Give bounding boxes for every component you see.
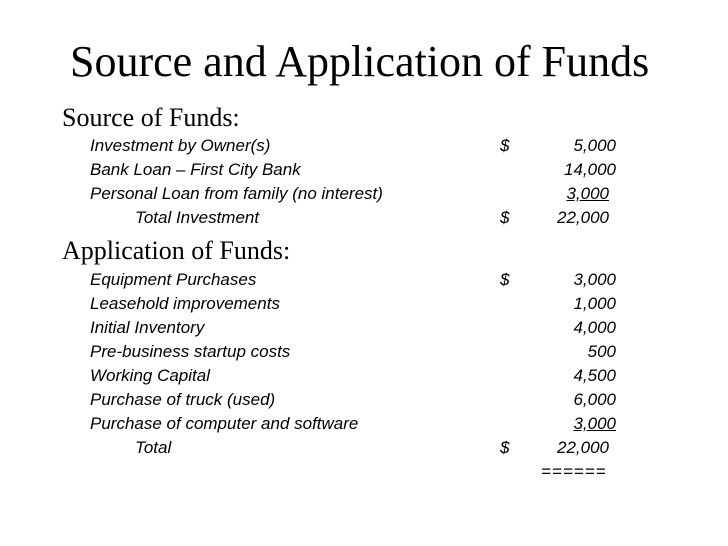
double-underline-rule: ======	[541, 462, 607, 481]
row-label: Purchase of truck (used)	[90, 390, 276, 409]
application-row	[0, 412, 728, 436]
application-row	[0, 292, 728, 316]
currency-symbol: $	[500, 208, 510, 227]
application-row	[0, 364, 728, 388]
application-total-row	[0, 436, 728, 460]
row-label: Working Capital	[90, 366, 210, 385]
row-amount: 3,000	[566, 184, 609, 203]
source-row	[0, 134, 728, 158]
slide-title: Source and Application of Funds	[70, 37, 650, 86]
row-amount: 500	[587, 342, 616, 361]
source-row	[0, 158, 728, 182]
application-row	[0, 388, 728, 412]
total-amount: 22,000	[557, 438, 609, 457]
row-label: Leasehold improvements	[90, 294, 280, 313]
row-amount: 6,000	[573, 390, 616, 409]
source-total-row	[0, 206, 728, 230]
row-label: Equipment Purchases	[90, 270, 257, 289]
source-row	[0, 182, 728, 206]
application-heading: Application of Funds:	[62, 236, 291, 265]
currency-symbol: $	[500, 270, 510, 289]
total-label: Total	[135, 438, 172, 457]
row-label: Initial Inventory	[90, 318, 205, 337]
row-amount: 4,000	[573, 318, 616, 337]
row-amount: 14,000	[564, 160, 616, 179]
application-row	[0, 340, 728, 364]
row-label: Pre-business startup costs	[90, 342, 291, 361]
row-label: Purchase of computer and software	[90, 414, 359, 433]
application-row	[0, 316, 728, 340]
application-row	[0, 268, 728, 292]
row-amount: 3,000	[573, 414, 616, 433]
row-amount: 5,000	[573, 136, 616, 155]
row-amount: 3,000	[573, 270, 616, 289]
row-label: Investment by Owner(s)	[90, 136, 271, 155]
row-amount: 4,500	[573, 366, 616, 385]
total-label: Total Investment	[135, 208, 260, 227]
source-heading: Source of Funds:	[62, 103, 240, 132]
total-amount: 22,000	[557, 208, 609, 227]
row-amount: 1,000	[573, 294, 616, 313]
row-label: Bank Loan – First City Bank	[90, 160, 301, 179]
currency-symbol: $	[500, 438, 510, 457]
row-label: Personal Loan from family (no interest)	[90, 184, 383, 203]
currency-symbol: $	[500, 136, 510, 155]
